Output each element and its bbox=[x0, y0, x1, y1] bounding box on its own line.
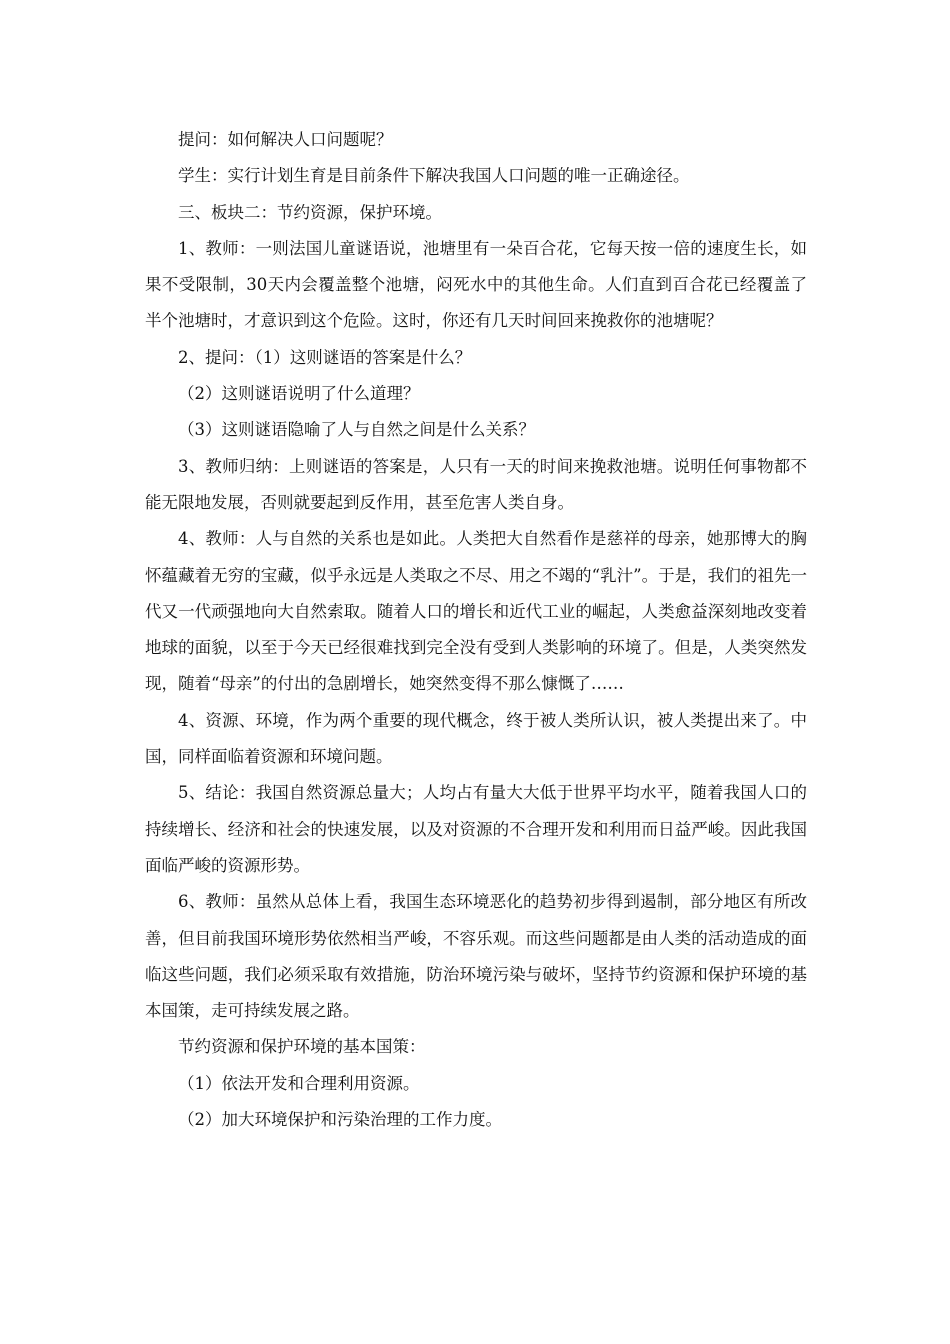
document-page bbox=[145, 122, 807, 1138]
paragraph: 3、教师归纳：上则谜语的答案是，人只有一天的时间来挽救池塘。说明任何事物都不能无限地发展，否则就要起到反作用，甚至危害人类自身。 bbox=[145, 456, 807, 512]
list-item: （1）依法开发和合理利用资源。 bbox=[178, 1073, 420, 1093]
question-item: （3）这则谜语隐喻了人与自然之间是什么关系？ bbox=[178, 420, 535, 440]
question-item: （2）这则谜语说明了什么道理？ bbox=[178, 384, 420, 404]
paragraph: 5、结论：我国自然资源总量大；人均占有量大大低于世界平均水平，随着我国人口的持续增长、经济和社会的快速发展，以及对资源的不合理开发和利用而日益严峻。因此我国面临严峻的资源形势。 bbox=[145, 783, 807, 875]
list-item: （2）加大环境保护和污染治理的工作力度。 bbox=[178, 1110, 502, 1130]
paragraph: 6、教师：虽然从总体上看，我国生态环境恶化的趋势初步得到遏制，部分地区有所改善，但目前我国环境形势依然相当严峻，不容乐观。而这些问题都是由人类的活动造成的面临这些问题，我们必须采取有效措施，防治环境污染与破坏，坚持节约资源和保护环境的基本国策，走可持续发展之路。 bbox=[145, 892, 807, 1021]
section-heading: 三、板块二：节约资源，保护环境。 bbox=[178, 202, 442, 222]
paragraph: 学生：实行计划生育是目前条件下解决我国人口问题的唯一正确途径。 bbox=[178, 166, 690, 186]
paragraph: 4、资源、环境，作为两个重要的现代概念，终于被人类所认识，被人类提出来了。中国，同样面临着资源和环境问题。 bbox=[145, 710, 807, 767]
paragraph: 4、教师：人与自然的关系也是如此。人类把大自然看作是慈祥的母亲，她那博大的胸怀蕴藏着无穷的宝藏，似乎永远是人类取之不尽、用之不竭的“乳汁”。于是，我们的祖先一代又一代顽强地向大自然索取。随着人口的增长和近代工业的崛起，人类愈益深刻地改变着地球的面貌，以至于今天已经很难找到完全没有受到人类影响的环境了。但是，人类突然发现，随着“母亲”的付出的急剧增长，她突然变得不那么慷慨了…… bbox=[145, 529, 807, 694]
paragraph: 提问：如何解决人口问题呢？ bbox=[178, 130, 393, 149]
question-item: 2、提问：（1）这则谜语的答案是什么？ bbox=[178, 347, 472, 367]
paragraph: 节约资源和保护环境的基本国策： bbox=[178, 1037, 426, 1057]
paragraph: 1、教师：一则法国儿童谜语说，池塘里有一朵百合花，它每天按一倍的速度生长，如果不受限制，30天内会覆盖整个池塘，闷死水中的其他生命。人们直到百合花已经覆盖了半个池塘时，才意识到这个危险。这时，你还有几天时间回来挽救你的池塘呢？ bbox=[145, 238, 807, 331]
